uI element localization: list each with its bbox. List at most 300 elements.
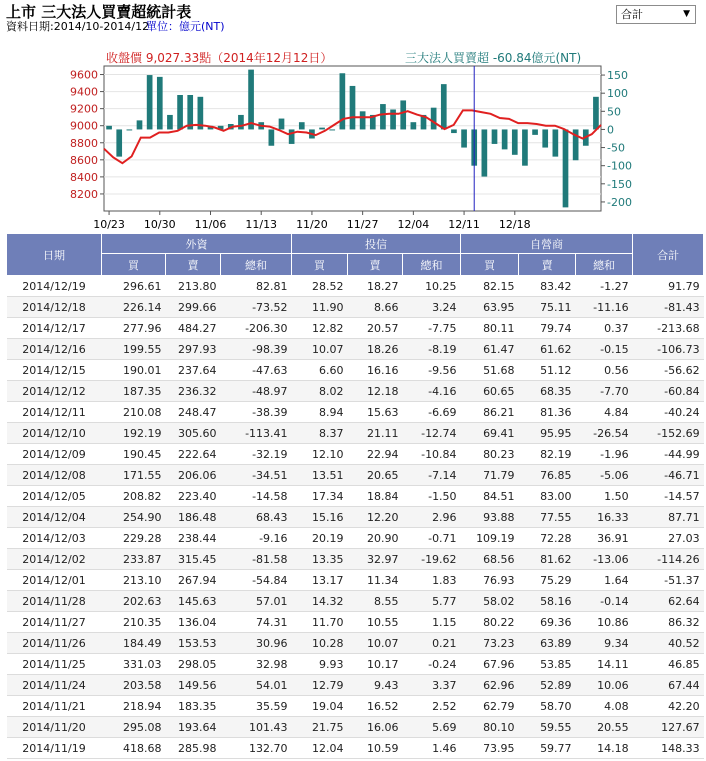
table-cell: 13.35 [292, 549, 348, 570]
net-bar [482, 129, 488, 176]
table-cell: 62.64 [633, 591, 704, 612]
cell-date: 2014/12/10 [7, 423, 102, 444]
table-cell: -1.96 [576, 444, 633, 465]
net-bar [299, 122, 305, 129]
net-bar [127, 129, 133, 130]
cell-date: 2014/12/16 [7, 339, 102, 360]
table-cell: 72.28 [519, 528, 576, 549]
cell-date: 2014/11/24 [7, 675, 102, 696]
table-cell: 12.20 [348, 507, 403, 528]
header-total: 合計 [633, 234, 704, 276]
table-cell: 484.27 [166, 318, 221, 339]
table-cell: 16.52 [348, 696, 403, 717]
table-cell: 62.79 [461, 696, 519, 717]
table-cell: 190.01 [102, 360, 166, 381]
table-cell: 305.60 [166, 423, 221, 444]
table-cell: 206.06 [166, 465, 221, 486]
table-cell: 183.35 [166, 696, 221, 717]
table-cell: 13.51 [292, 465, 348, 486]
table-row [7, 318, 704, 339]
net-bar [279, 119, 285, 130]
table-cell: 10.55 [348, 612, 403, 633]
net-bar [106, 126, 112, 130]
table-cell: 13.17 [292, 570, 348, 591]
cell-date: 2014/11/21 [7, 696, 102, 717]
table-cell: 0.21 [403, 633, 461, 654]
table-row [7, 738, 704, 759]
table-cell: 299.66 [166, 297, 221, 318]
table-cell: 58.70 [519, 696, 576, 717]
table-cell: -152.69 [633, 423, 704, 444]
net-bar [451, 129, 457, 133]
table-cell: 10.06 [576, 675, 633, 696]
table-cell: 21.11 [348, 423, 403, 444]
table-cell: 61.47 [461, 339, 519, 360]
view-select[interactable] [616, 5, 696, 24]
table-cell: 15.63 [348, 402, 403, 423]
table-cell: 3.37 [403, 675, 461, 696]
left-tick-label: 8200 [70, 187, 98, 201]
table-cell: 20.65 [348, 465, 403, 486]
table-cell: 171.55 [102, 465, 166, 486]
table-row [7, 381, 704, 402]
table-cell: -7.75 [403, 318, 461, 339]
table-cell: 148.33 [633, 738, 704, 759]
net-bar [461, 129, 467, 147]
table-cell: 8.55 [348, 591, 403, 612]
table-cell: 82.15 [461, 276, 519, 297]
table-cell: 14.32 [292, 591, 348, 612]
table-cell: 193.64 [166, 717, 221, 738]
table-cell: 297.93 [166, 339, 221, 360]
table-cell: 5.69 [403, 717, 461, 738]
table-cell: -113.41 [221, 423, 292, 444]
table-cell: 5.77 [403, 591, 461, 612]
table-cell: 186.48 [166, 507, 221, 528]
table-cell: 1.64 [576, 570, 633, 591]
table-cell: 2.52 [403, 696, 461, 717]
table-cell: -9.16 [221, 528, 292, 549]
table-cell: 63.95 [461, 297, 519, 318]
table-cell: 1.46 [403, 738, 461, 759]
table-cell: -13.06 [576, 549, 633, 570]
table-cell: 277.96 [102, 318, 166, 339]
table-cell: 82.81 [221, 276, 292, 297]
chart [0, 46, 706, 229]
table-row [7, 465, 704, 486]
table-cell: 80.11 [461, 318, 519, 339]
table-cell: -1.50 [403, 486, 461, 507]
table-cell: 63.89 [519, 633, 576, 654]
table-cell: 248.47 [166, 402, 221, 423]
subheader-sell: 賣 [519, 254, 576, 276]
table-cell: 73.23 [461, 633, 519, 654]
table-cell: 81.36 [519, 402, 576, 423]
table-cell: 59.55 [519, 717, 576, 738]
table-cell: -48.97 [221, 381, 292, 402]
table-row [7, 402, 704, 423]
table-row [7, 591, 704, 612]
table-cell: 59.77 [519, 738, 576, 759]
table-cell: -34.51 [221, 465, 292, 486]
table-cell: 16.16 [348, 360, 403, 381]
table-cell: 46.85 [633, 654, 704, 675]
table-cell: -11.16 [576, 297, 633, 318]
table-cell: 4.08 [576, 696, 633, 717]
table-cell: 69.41 [461, 423, 519, 444]
table-cell: 12.79 [292, 675, 348, 696]
table-cell: -81.58 [221, 549, 292, 570]
x-tick-label: 12/18 [498, 218, 531, 229]
table-cell: 10.07 [348, 633, 403, 654]
subheader-buy: 買 [292, 254, 348, 276]
cell-date: 2014/11/20 [7, 717, 102, 738]
table-cell: 52.89 [519, 675, 576, 696]
table-cell: 68.43 [221, 507, 292, 528]
table-cell: 145.63 [166, 591, 221, 612]
x-tick-label: 11/06 [194, 218, 227, 229]
table-cell: 192.19 [102, 423, 166, 444]
table-cell: 83.42 [519, 276, 576, 297]
table-cell: 61.62 [519, 339, 576, 360]
table-row [7, 696, 704, 717]
subheader-sell: 賣 [166, 254, 221, 276]
table-cell: 12.04 [292, 738, 348, 759]
table-cell: 57.01 [221, 591, 292, 612]
table-cell: 8.02 [292, 381, 348, 402]
table-cell: 53.85 [519, 654, 576, 675]
table-cell: 28.52 [292, 276, 348, 297]
table-cell: 20.90 [348, 528, 403, 549]
net-bar [563, 129, 569, 207]
table-cell: 238.44 [166, 528, 221, 549]
table-body [7, 276, 704, 759]
table-row [7, 297, 704, 318]
x-tick-label: 10/30 [143, 218, 176, 229]
table-cell: -32.19 [221, 444, 292, 465]
table-cell: 132.70 [221, 738, 292, 759]
table-cell: 79.74 [519, 318, 576, 339]
table-cell: 35.59 [221, 696, 292, 717]
table-cell: 80.23 [461, 444, 519, 465]
table-cell: 1.83 [403, 570, 461, 591]
cell-date: 2014/12/19 [7, 276, 102, 297]
unit-label: 單位：億元(NT) [146, 20, 225, 33]
table-cell: 229.28 [102, 528, 166, 549]
net-bar [238, 115, 244, 130]
net-bar [441, 84, 447, 129]
table-cell: 127.67 [633, 717, 704, 738]
table-cell: 12.10 [292, 444, 348, 465]
table-cell: 84.51 [461, 486, 519, 507]
data-table [6, 233, 704, 759]
table-cell: 203.58 [102, 675, 166, 696]
table-cell: -114.26 [633, 549, 704, 570]
table-row [7, 423, 704, 444]
right-tick-label: 50 [607, 105, 621, 119]
table-cell: 42.20 [633, 696, 704, 717]
table-cell: 14.11 [576, 654, 633, 675]
table-cell: -0.71 [403, 528, 461, 549]
table-cell: 73.95 [461, 738, 519, 759]
table-row [7, 339, 704, 360]
net-bar [522, 129, 528, 165]
cell-date: 2014/12/15 [7, 360, 102, 381]
table-cell: 67.44 [633, 675, 704, 696]
subheader-sell: 賣 [348, 254, 403, 276]
table-cell: -206.30 [221, 318, 292, 339]
right-tick-label: -150 [607, 177, 632, 191]
table-cell: 254.90 [102, 507, 166, 528]
table-cell: 153.53 [166, 633, 221, 654]
table-cell: 27.03 [633, 528, 704, 549]
left-tick-label: 8600 [70, 153, 98, 167]
table-cell: 30.96 [221, 633, 292, 654]
table-cell: 236.32 [166, 381, 221, 402]
table-cell: 285.98 [166, 738, 221, 759]
right-tick-label: 0 [607, 123, 614, 137]
table-cell: 296.61 [102, 276, 166, 297]
table-cell: -5.06 [576, 465, 633, 486]
cell-date: 2014/12/04 [7, 507, 102, 528]
table-cell: -4.16 [403, 381, 461, 402]
x-tick-label: 11/20 [296, 218, 328, 229]
table-cell: -54.84 [221, 570, 292, 591]
net-bar [289, 129, 295, 144]
net-bar [248, 70, 254, 130]
table-cell: 32.97 [348, 549, 403, 570]
net-bar [492, 129, 498, 144]
net-bar [319, 128, 325, 130]
net-bar [431, 108, 437, 130]
date-range-label: 資料日期:2014/10-2014/12 [6, 20, 150, 33]
table-row [7, 654, 704, 675]
chart-title: 收盤價 9,027.33點（2014年12月12日） [106, 51, 333, 65]
x-tick-label: 12/04 [397, 218, 430, 229]
table-row [7, 507, 704, 528]
net-bar [593, 97, 599, 130]
table-cell: 16.06 [348, 717, 403, 738]
table-cell: -46.71 [633, 465, 704, 486]
table-cell: -8.19 [403, 339, 461, 360]
subheader-sum: 總和 [403, 254, 461, 276]
cell-date: 2014/12/08 [7, 465, 102, 486]
table-cell: 10.59 [348, 738, 403, 759]
net-bar [411, 122, 417, 129]
table-cell: 21.75 [292, 717, 348, 738]
net-bar [329, 129, 335, 130]
net-bar [512, 129, 518, 154]
table-cell: 3.24 [403, 297, 461, 318]
table-cell: 8.66 [348, 297, 403, 318]
table-cell: 226.14 [102, 297, 166, 318]
table-cell: 0.56 [576, 360, 633, 381]
table-cell: -7.70 [576, 381, 633, 402]
table-cell: -81.43 [633, 297, 704, 318]
table-cell: -10.84 [403, 444, 461, 465]
table-cell: 75.29 [519, 570, 576, 591]
cell-date: 2014/11/28 [7, 591, 102, 612]
table-cell: -12.74 [403, 423, 461, 444]
table-cell: 267.94 [166, 570, 221, 591]
table-cell: 11.90 [292, 297, 348, 318]
table-cell: 223.40 [166, 486, 221, 507]
header-trust: 投信 [292, 234, 461, 254]
left-tick-label: 9400 [70, 85, 98, 99]
table-cell: 19.04 [292, 696, 348, 717]
table-row [7, 360, 704, 381]
net-bar [167, 115, 173, 130]
table-cell: -106.73 [633, 339, 704, 360]
table-cell: 18.84 [348, 486, 403, 507]
table-cell: 210.08 [102, 402, 166, 423]
table-cell: 8.94 [292, 402, 348, 423]
table-row [7, 570, 704, 591]
right-tick-label: -200 [607, 195, 632, 209]
table-cell: -6.69 [403, 402, 461, 423]
table-cell: 60.65 [461, 381, 519, 402]
table-cell: 1.50 [576, 486, 633, 507]
left-tick-label: 8800 [70, 136, 98, 150]
table-cell: 76.85 [519, 465, 576, 486]
table-row [7, 717, 704, 738]
right-tick-label: 150 [607, 69, 628, 83]
subheader-sum: 總和 [576, 254, 633, 276]
table-cell: 184.49 [102, 633, 166, 654]
table-cell: -60.84 [633, 381, 704, 402]
table-cell: 54.01 [221, 675, 292, 696]
net-bar [400, 100, 406, 129]
table-row [7, 486, 704, 507]
table-row [7, 633, 704, 654]
table-cell: 4.84 [576, 402, 633, 423]
table-cell: -44.99 [633, 444, 704, 465]
table-cell: 199.55 [102, 339, 166, 360]
x-tick-label: 12/11 [448, 218, 480, 229]
table-cell: 77.55 [519, 507, 576, 528]
subheader-sum: 總和 [221, 254, 292, 276]
table-cell: -9.56 [403, 360, 461, 381]
chevron-down-icon: ▼ [683, 9, 690, 19]
table-cell: 222.64 [166, 444, 221, 465]
table-cell: 17.34 [292, 486, 348, 507]
table-cell: 202.63 [102, 591, 166, 612]
table-cell: 32.98 [221, 654, 292, 675]
table-cell: -14.57 [633, 486, 704, 507]
net-bar [553, 129, 559, 156]
subheader-buy: 買 [102, 254, 166, 276]
cell-date: 2014/11/27 [7, 612, 102, 633]
table-cell: 11.70 [292, 612, 348, 633]
table-cell: -7.14 [403, 465, 461, 486]
table-cell: 233.87 [102, 549, 166, 570]
view-select-value: 合計 [621, 8, 643, 21]
cell-date: 2014/12/09 [7, 444, 102, 465]
net-bar [269, 129, 275, 145]
net-bar [532, 129, 538, 134]
table-cell: -0.15 [576, 339, 633, 360]
table-cell: 9.93 [292, 654, 348, 675]
table-cell: 190.45 [102, 444, 166, 465]
table-cell: 95.95 [519, 423, 576, 444]
table-cell: 6.60 [292, 360, 348, 381]
table-cell: 10.28 [292, 633, 348, 654]
cell-date: 2014/12/01 [7, 570, 102, 591]
net-bar [116, 129, 122, 156]
cell-date: 2014/12/12 [7, 381, 102, 402]
table-cell: 2.96 [403, 507, 461, 528]
table-cell: 68.35 [519, 381, 576, 402]
table-cell: 20.19 [292, 528, 348, 549]
table-cell: 68.56 [461, 549, 519, 570]
table-cell: 86.32 [633, 612, 704, 633]
subheader-buy: 買 [461, 254, 519, 276]
net-bar [380, 104, 386, 129]
table-cell: 75.11 [519, 297, 576, 318]
table-cell: 210.35 [102, 612, 166, 633]
table-cell: 208.82 [102, 486, 166, 507]
table-cell: 10.07 [292, 339, 348, 360]
net-label: 三大法人買賣超 -60.84億元(NT) [405, 51, 582, 65]
table-cell: 22.94 [348, 444, 403, 465]
x-tick-label: 10/23 [93, 218, 125, 229]
table-cell: 40.52 [633, 633, 704, 654]
x-tick-label: 11/27 [346, 218, 379, 229]
table-cell: 109.19 [461, 528, 519, 549]
table-cell: 58.16 [519, 591, 576, 612]
left-tick-label: 9200 [70, 102, 98, 116]
table-cell: -98.39 [221, 339, 292, 360]
table-cell: 213.80 [166, 276, 221, 297]
table-row [7, 276, 704, 297]
net-bar [502, 129, 508, 149]
net-bar [360, 111, 366, 129]
page-title: 上市 三大法人買賣超統計表 [6, 3, 192, 21]
table-cell: 74.31 [221, 612, 292, 633]
table-cell: 80.10 [461, 717, 519, 738]
table-cell: 71.79 [461, 465, 519, 486]
table-cell: 12.18 [348, 381, 403, 402]
right-tick-label: -50 [607, 141, 625, 155]
table-cell: 51.12 [519, 360, 576, 381]
table-cell: 14.18 [576, 738, 633, 759]
table-cell: -0.14 [576, 591, 633, 612]
cell-date: 2014/12/05 [7, 486, 102, 507]
net-bar [177, 95, 183, 129]
header-foreign: 外資 [102, 234, 292, 254]
table-cell: 237.64 [166, 360, 221, 381]
net-bar [350, 86, 356, 130]
table-cell: -213.68 [633, 318, 704, 339]
table-cell: -26.54 [576, 423, 633, 444]
table-cell: 295.08 [102, 717, 166, 738]
cell-date: 2014/12/11 [7, 402, 102, 423]
table-cell: 136.04 [166, 612, 221, 633]
table-cell: 67.96 [461, 654, 519, 675]
table-cell: 213.10 [102, 570, 166, 591]
table-cell: 69.36 [519, 612, 576, 633]
table-cell: 18.27 [348, 276, 403, 297]
net-bar [390, 110, 396, 130]
table-cell: 10.25 [403, 276, 461, 297]
table-cell: -14.58 [221, 486, 292, 507]
table-cell: 62.96 [461, 675, 519, 696]
table-cell: -73.52 [221, 297, 292, 318]
table-cell: 93.88 [461, 507, 519, 528]
table-cell: 1.15 [403, 612, 461, 633]
table-cell: 187.35 [102, 381, 166, 402]
cell-date: 2014/11/19 [7, 738, 102, 759]
